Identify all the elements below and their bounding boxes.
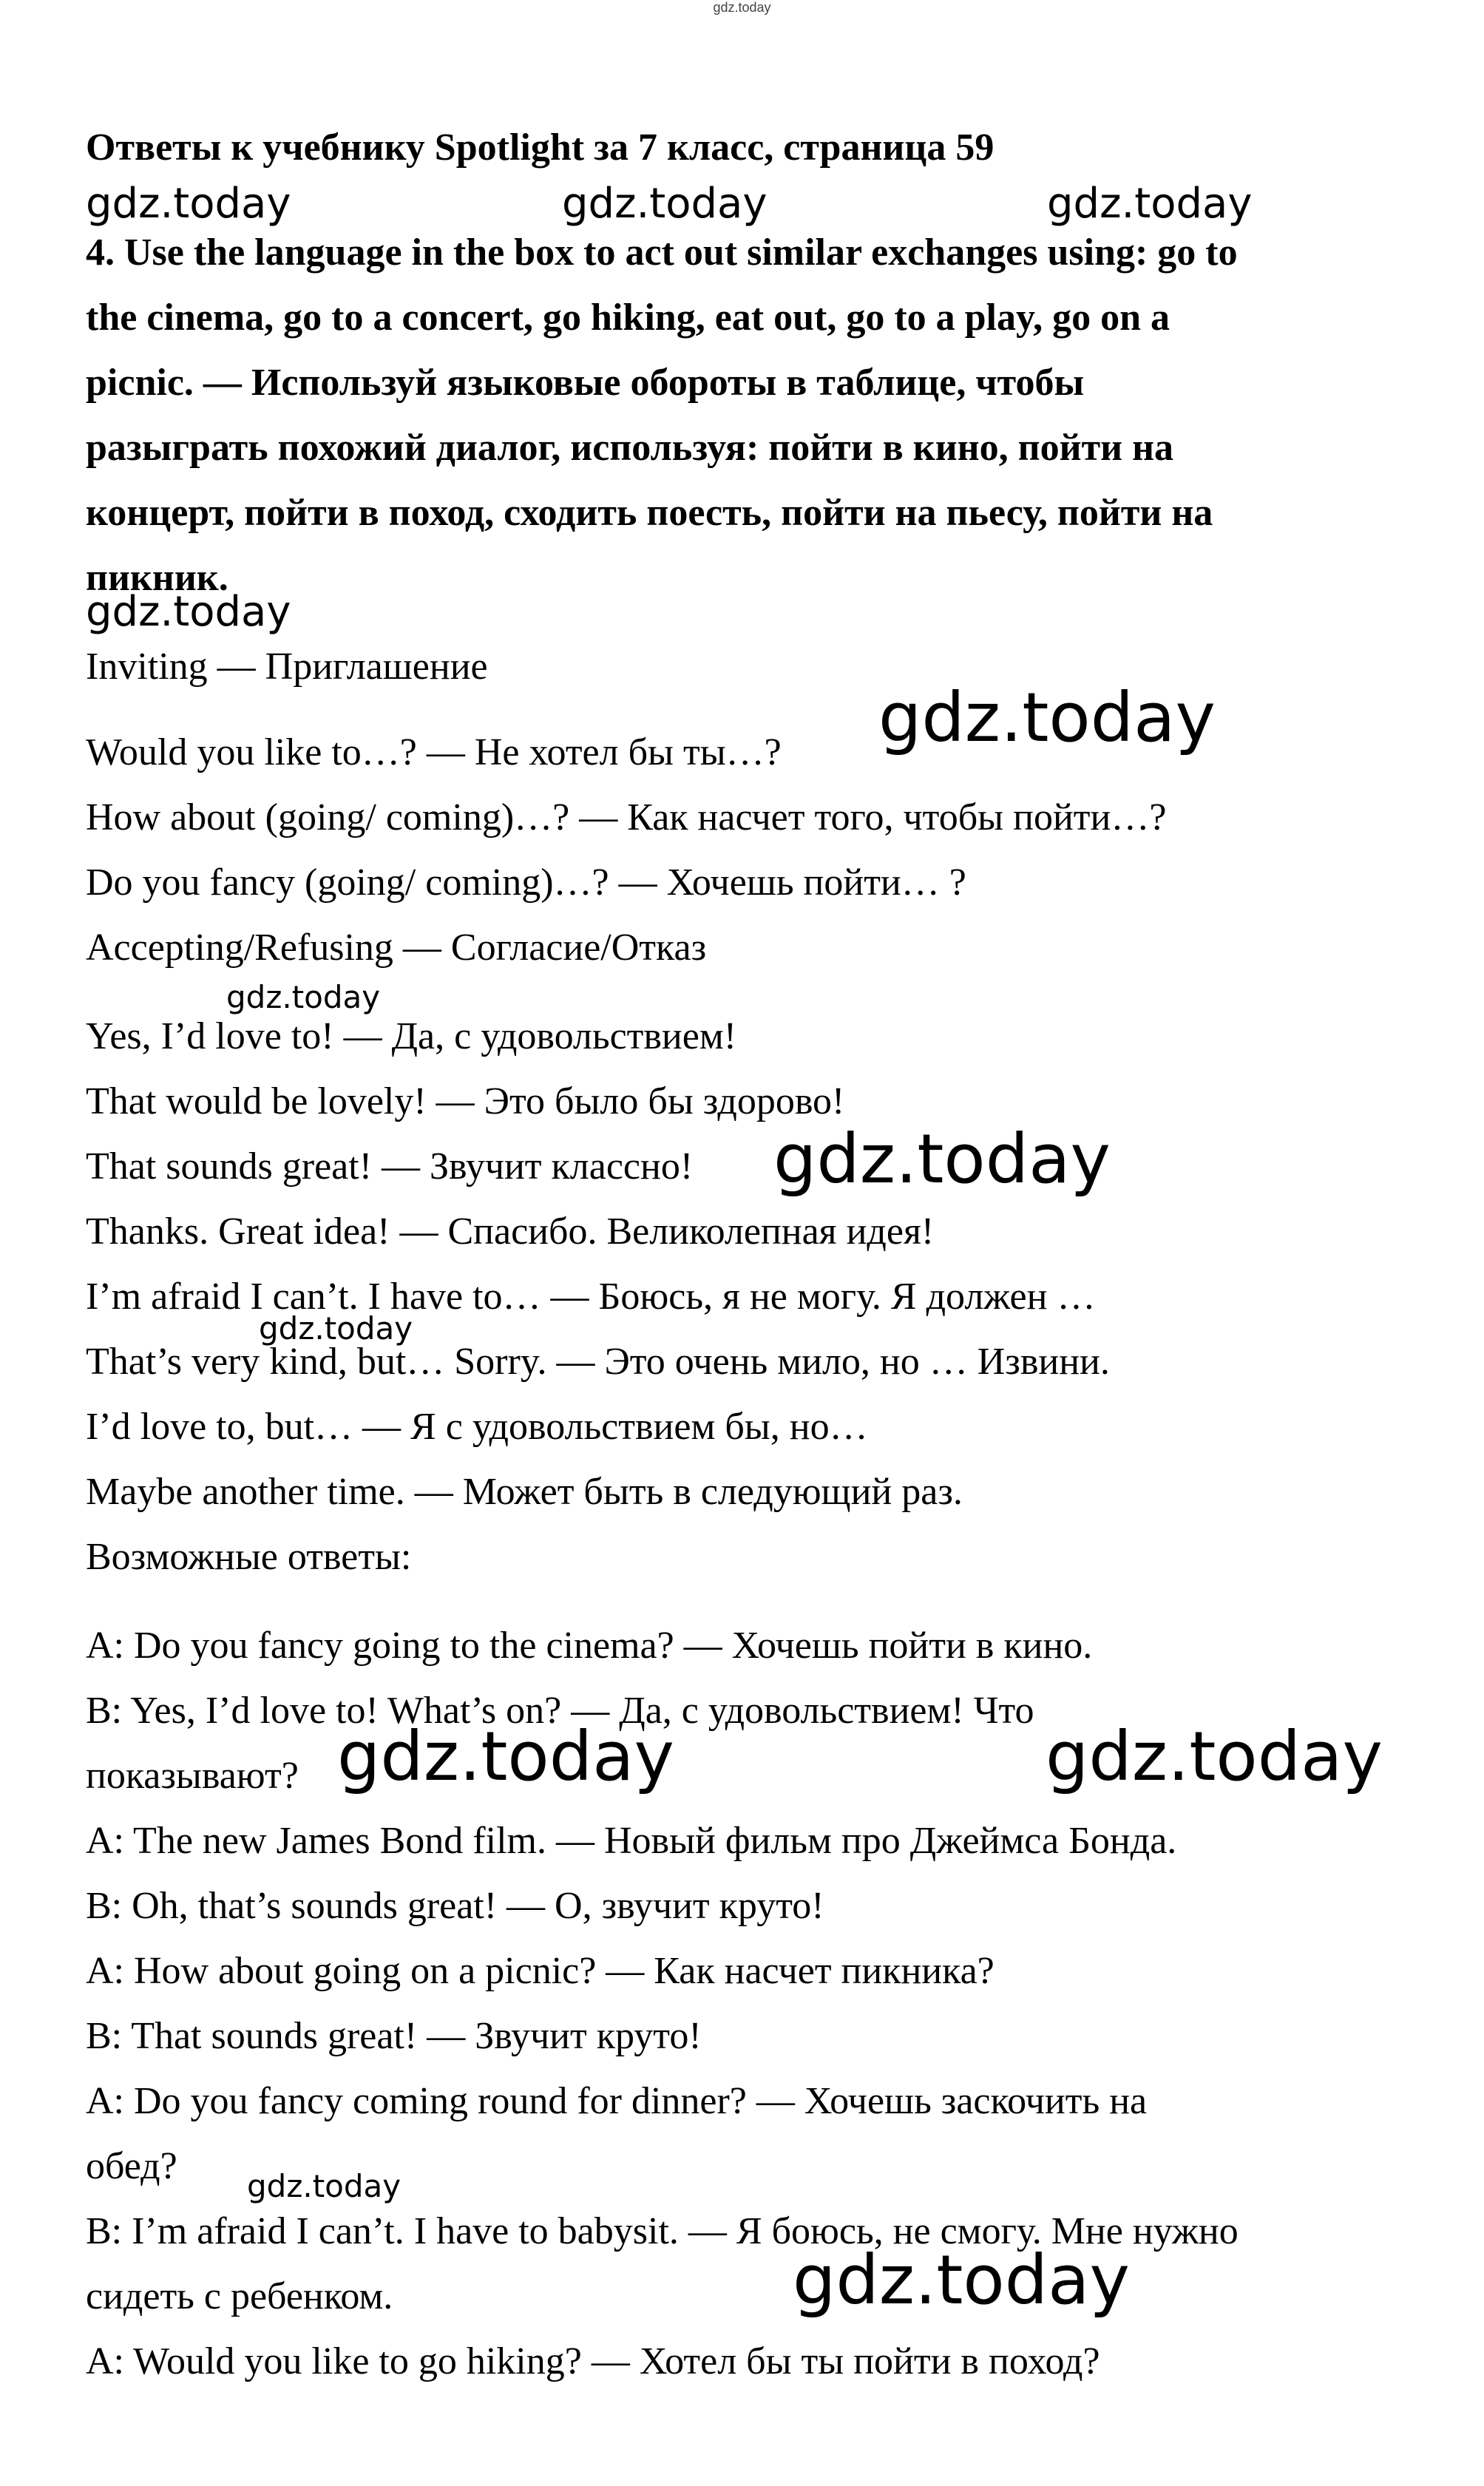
answer-line: A: How about going on a picnic? — Как насчет пикника?: [86, 1950, 995, 1992]
answer-line: B: Oh, that’s sounds great! — О, звучит круто!: [86, 1885, 824, 1927]
inviting-heading: Inviting — Приглашение: [86, 646, 488, 688]
watermark: gdz.today: [1047, 180, 1253, 228]
watermark: gdz.today: [337, 1717, 674, 1796]
answer-line: A: Do you fancy coming round for dinner? — Хочешь заскочить на: [86, 2080, 1148, 2122]
watermark: gdz.today: [86, 180, 291, 228]
accepting-phrase: That would be lovely! — Это было бы здорово!: [86, 1080, 845, 1122]
answer-line: A: Do you fancy going to the cinema? — Хочешь пойти в кино.: [86, 1625, 1093, 1667]
task-line: 4. Use the language in the box to act out similar exchanges using: go to: [86, 231, 1238, 274]
accepting-phrase: Thanks. Great idea! — Спасибо. Великолепная идея!: [86, 1210, 935, 1253]
answer-line: B: I’m afraid I can’t. I have to babysit. — Я боюсь, не смогу. Мне нужно: [86, 2210, 1239, 2252]
answer-line: B: That sounds great! — Звучит круто!: [86, 2015, 702, 2057]
inviting-phrase: Do you fancy (going/ coming)…? — Хочешь пойти… ?: [86, 861, 966, 904]
answer-line: B: Yes, I’d love to! What’s on? — Да, с удовольствием! Что: [86, 1690, 1034, 1732]
watermark: gdz.today: [793, 2241, 1130, 2320]
accepting-heading: Accepting/Refusing — Согласие/Отказ: [86, 927, 707, 969]
accepting-phrase: I’m afraid I can’t. I have to… — Боюсь, я не могу. Я должен …: [86, 1276, 1096, 1318]
answer-line: A: The new James Bond film. — Новый фильм про Джеймса Бонда.: [86, 1820, 1177, 1862]
watermark: gdz.today: [1046, 1717, 1383, 1796]
task-line: пикник.: [86, 557, 228, 599]
accepting-phrase: Yes, I’d love to! — Да, с удовольствием!: [86, 1015, 737, 1057]
watermark: gdz.today: [86, 588, 291, 636]
watermark: gdz.today: [259, 1310, 413, 1347]
watermark: gdz.today: [773, 1120, 1111, 1199]
answer-line: показывают?: [86, 1755, 299, 1797]
inviting-phrase: How about (going/ coming)…? — Как насчет того, чтобы пойти…?: [86, 796, 1167, 839]
task-line: разыграть похожий диалог, используя: пойти в кино, пойти на: [86, 427, 1174, 469]
answers-heading: Возможные ответы:: [86, 1536, 412, 1578]
inviting-phrase: Would you like to…? — Не хотел бы ты…?: [86, 731, 782, 773]
task-line: the cinema, go to a concert, go hiking, eat out, go to a play, go on a: [86, 297, 1170, 339]
watermark: gdz.today: [562, 180, 768, 228]
watermark: gdz.today: [878, 678, 1216, 757]
answer-line: сидеть с ребенком.: [86, 2275, 393, 2317]
source-mark: gdz.today: [713, 0, 771, 15]
answer-line: A: Would you like to go hiking? — Хотел бы ты пойти в поход?: [86, 2340, 1100, 2382]
accepting-phrase: That’s very kind, but… Sorry. — Это очень мило, но … Извини.: [86, 1341, 1110, 1383]
accepting-phrase: That sounds great! — Звучит классно!: [86, 1145, 694, 1188]
answer-line: обед?: [86, 2145, 177, 2187]
task-line: концерт, пойти в поход, сходить поесть, пойти на пьесу, пойти на: [86, 492, 1213, 534]
page-title: Ответы к учебнику Spotlight за 7 класс, страница 59: [86, 126, 995, 169]
accepting-phrase: Maybe another time. — Может быть в следующий раз.: [86, 1471, 963, 1513]
watermark: gdz.today: [226, 979, 381, 1015]
watermark: gdz.today: [247, 2168, 402, 2204]
accepting-phrase: I’d love to, but… — Я с удовольствием бы, но…: [86, 1406, 868, 1448]
task-line: picnic. — Используй языковые обороты в таблице, чтобы: [86, 362, 1085, 404]
